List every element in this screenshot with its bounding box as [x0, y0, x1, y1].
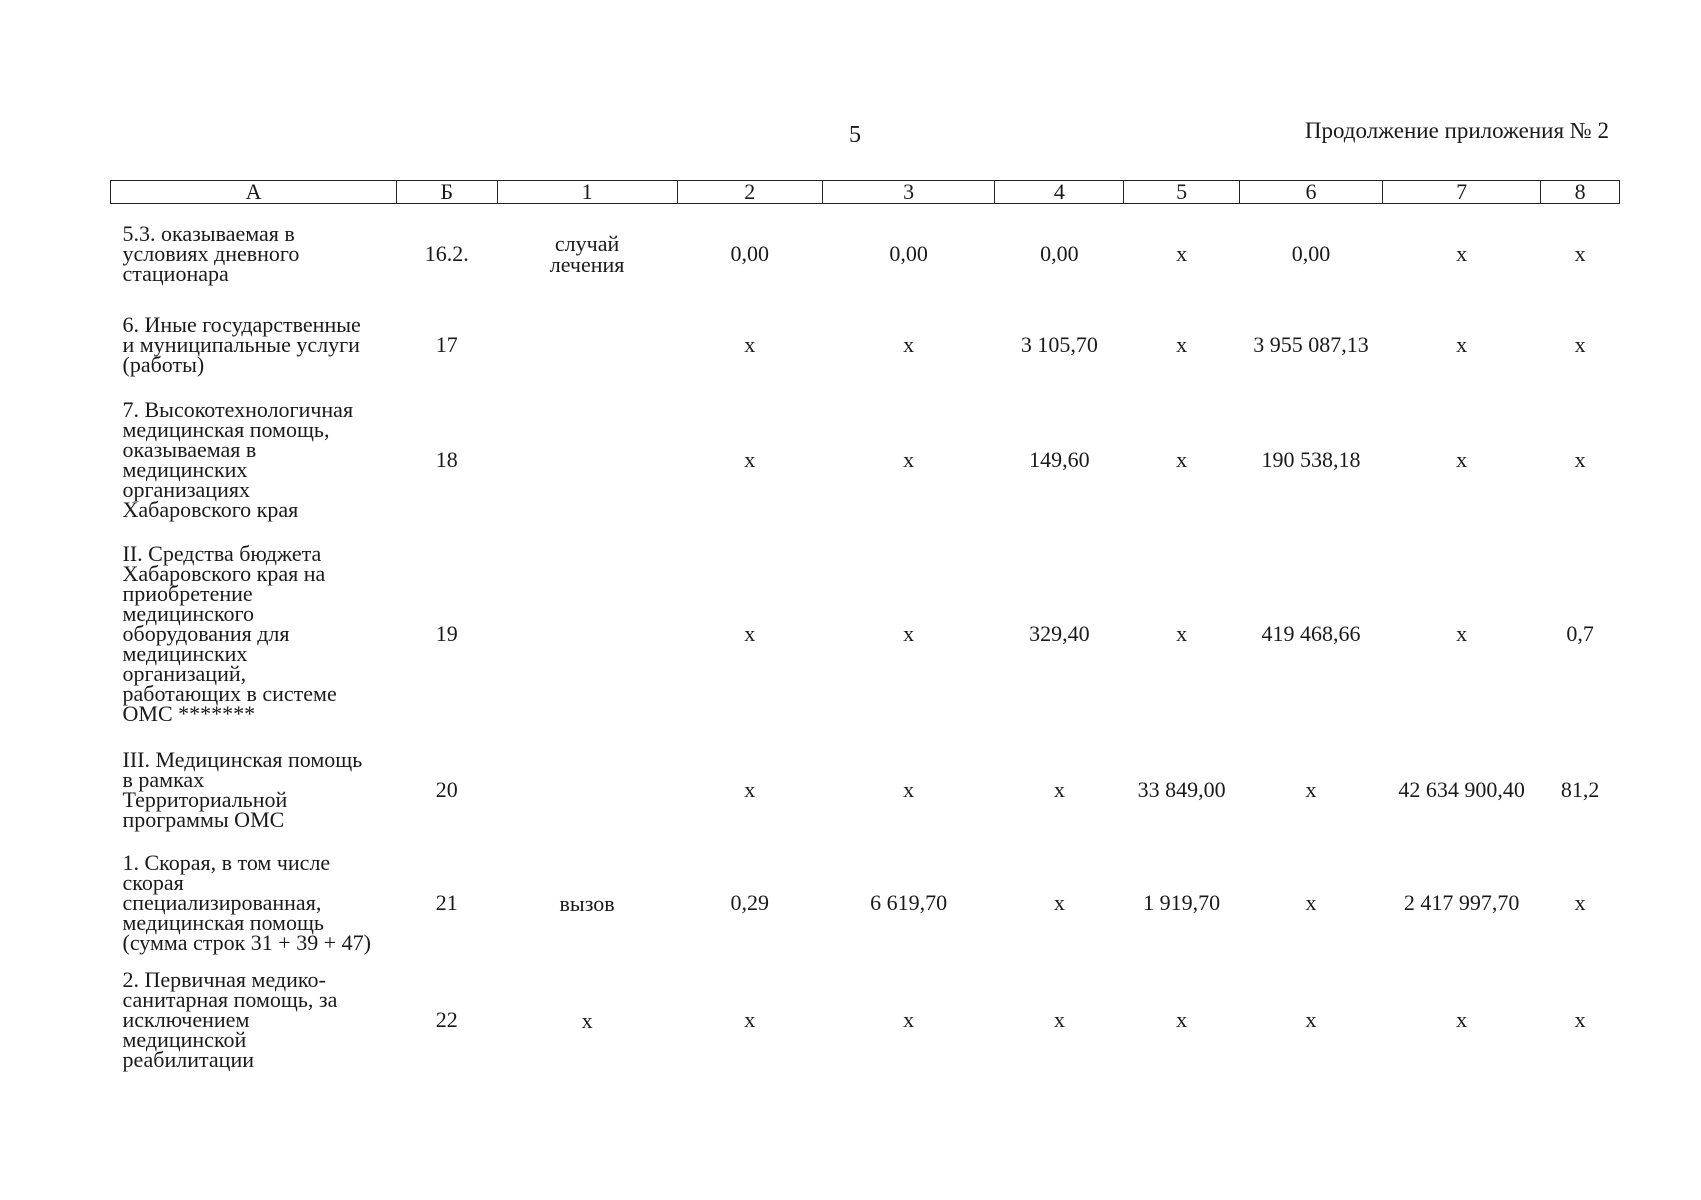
cell-col-4: 0,00 — [1040, 241, 1079, 266]
row-name-line: работающих в системе — [122, 681, 337, 706]
row-code: 17 — [435, 332, 458, 357]
cell-col-5: х — [1176, 332, 1188, 357]
table-header — [111, 181, 1620, 204]
row-name-line: III. Медицинская помощь — [122, 747, 363, 772]
row-name-line: Хабаровского края на — [122, 561, 326, 586]
row-name-line: организациях — [122, 477, 250, 502]
row-name-line: скорая — [122, 870, 184, 895]
row-name-line: медицинского — [122, 601, 254, 626]
row-name-line: программы ОМС — [122, 807, 285, 832]
table-row — [111, 960, 1620, 1080]
column-header-3: 3 — [822, 181, 995, 204]
cell-col-7: 2 417 997,70 — [1403, 890, 1520, 915]
appendix-note: Продолжение приложения № 2 — [1304, 118, 1609, 143]
cell-col-7: 42 634 900,40 — [1398, 777, 1525, 802]
column-header-6: 6 — [1239, 181, 1382, 204]
cell-col-3: х — [903, 332, 915, 357]
cell-col-6: х — [1305, 1007, 1317, 1032]
table-row — [111, 304, 1620, 386]
cell-col-5: х — [1176, 447, 1188, 472]
row-name — [111, 846, 397, 960]
column-header-5: 5 — [1124, 181, 1240, 204]
cell-col-7: х — [1456, 241, 1468, 266]
cell-col-4: х — [1053, 890, 1065, 915]
row-name-line: реабилитации — [122, 1047, 254, 1072]
cell-col-4: х — [1053, 777, 1065, 802]
row-code: 22 — [435, 1007, 458, 1032]
column-header-4: 4 — [995, 181, 1124, 204]
column-header-b: Б — [397, 181, 497, 204]
table-row — [111, 204, 1620, 305]
row-name-line: условиях дневного — [122, 241, 300, 266]
cell-col-6: 419 468,66 — [1261, 621, 1361, 646]
cell-col-5: 33 849,00 — [1137, 777, 1226, 802]
cell-col-3: 6 619,70 — [870, 890, 948, 915]
cell-col-5: х — [1176, 621, 1188, 646]
row-name-line: оборудования для — [122, 621, 290, 646]
row-name-line: приобретение — [122, 581, 253, 606]
cell-col-6: 190 538,18 — [1261, 447, 1361, 472]
table-row — [111, 386, 1620, 534]
table-row — [111, 846, 1620, 960]
row-name-line: санитарная помощь, за — [122, 987, 338, 1012]
unit-cell: вызов — [559, 890, 615, 916]
cell-col-2: х — [744, 777, 756, 802]
cell-col-8: х — [1574, 332, 1586, 357]
row-name-line: 7. Высокотехнологичная — [122, 397, 354, 422]
cell-col-2: х — [744, 1007, 756, 1032]
row-name-line: и муниципальные услуги — [122, 332, 360, 357]
column-header-8: 8 — [1541, 181, 1620, 204]
cell-col-4: 149,60 — [1029, 447, 1090, 472]
row-name-line: медицинских — [122, 641, 248, 666]
cell-col-4: 329,40 — [1029, 621, 1090, 646]
row-name-line: 2. Первичная медико- — [122, 967, 326, 992]
cell-col-2: х — [744, 621, 756, 646]
cell-col-7: х — [1456, 1007, 1468, 1032]
cell-col-8: 81,2 — [1560, 777, 1600, 802]
row-name-line: II. Средства бюджета — [122, 541, 322, 566]
table-body — [111, 204, 1620, 1081]
cell-col-6: х — [1305, 777, 1317, 802]
cell-col-2: 0,29 — [730, 890, 770, 915]
row-name-line: Территориальной — [122, 787, 288, 812]
row-name-line: медицинская помощь, — [122, 417, 330, 442]
row-name — [111, 304, 397, 386]
row-name-line: оказываемая в — [122, 437, 257, 462]
cell-col-6: 0,00 — [1291, 241, 1331, 266]
table-row — [111, 734, 1620, 846]
column-header-2: 2 — [677, 181, 822, 204]
row-name-line: 6. Иные государственные — [122, 312, 361, 337]
cell-col-8: 0,7 — [1566, 621, 1594, 646]
column-header-7: 7 — [1383, 181, 1541, 204]
cell-col-8: х — [1574, 1007, 1586, 1032]
row-name — [111, 386, 397, 534]
row-name-line: медицинских — [122, 457, 248, 482]
cell-col-6: х — [1305, 890, 1317, 915]
row-name-line: ОМС ******* — [122, 701, 256, 726]
cell-col-3: х — [903, 1007, 915, 1032]
cell-col-7: х — [1456, 447, 1468, 472]
row-name-line: Хабаровского края — [122, 497, 299, 522]
row-code: 19 — [435, 621, 458, 646]
cell-col-5: х — [1176, 241, 1188, 266]
column-header-1: 1 — [497, 181, 677, 204]
unit-cell — [497, 304, 677, 386]
cell-col-5: х — [1176, 1007, 1188, 1032]
column-header-a: А — [111, 181, 397, 204]
cell-col-2: 0,00 — [730, 241, 770, 266]
cell-col-2: х — [744, 332, 756, 357]
cell-col-7: х — [1456, 332, 1468, 357]
row-name-line: исключением — [122, 1007, 250, 1032]
row-name-line: медицинской — [122, 1027, 247, 1052]
unit-cell — [497, 386, 677, 534]
row-name — [111, 534, 397, 734]
row-name-line: стационара — [122, 261, 229, 286]
row-name-line: 5.3. оказываемая в — [122, 221, 295, 246]
row-name-line: организаций, — [122, 661, 247, 686]
cell-col-6: 3 955 087,13 — [1253, 332, 1369, 357]
row-name-line: (сумма строк 31 + 39 + 47) — [122, 930, 371, 955]
cell-col-4: х — [1053, 1007, 1065, 1032]
row-code: 16.2. — [424, 241, 469, 266]
row-name-line: специализированная, — [122, 890, 322, 915]
cell-col-3: х — [903, 777, 915, 802]
row-name-line: в рамках — [122, 767, 205, 792]
cell-col-8: х — [1574, 890, 1586, 915]
cell-col-5: 1 919,70 — [1143, 890, 1221, 915]
row-name-line: 1. Скорая, в том числе — [122, 850, 331, 875]
row-code: 20 — [435, 777, 458, 802]
row-code: 18 — [435, 447, 458, 472]
row-name — [111, 960, 397, 1080]
cell-col-4: 3 105,70 — [1020, 332, 1098, 357]
row-name — [111, 204, 397, 305]
cell-col-3: х — [903, 447, 915, 472]
cell-col-2: х — [744, 447, 756, 472]
table-row — [111, 534, 1620, 734]
cell-col-3: х — [903, 621, 915, 646]
row-name — [111, 734, 397, 846]
unit-cell — [497, 734, 677, 846]
cell-col-3: 0,00 — [889, 241, 928, 266]
header-row — [111, 181, 1620, 204]
unit-cell: случай лечения — [549, 231, 625, 277]
cell-col-8: х — [1574, 447, 1586, 472]
cell-col-7: х — [1456, 621, 1468, 646]
unit-cell: х — [581, 1007, 593, 1033]
row-name-line: медицинская помощь — [122, 910, 324, 935]
data-table — [110, 180, 1620, 1080]
page-number: 5 — [849, 122, 861, 148]
row-name-line: (работы) — [122, 352, 205, 377]
cell-col-8: х — [1574, 241, 1586, 266]
unit-cell — [497, 534, 677, 734]
row-code: 21 — [435, 890, 458, 915]
